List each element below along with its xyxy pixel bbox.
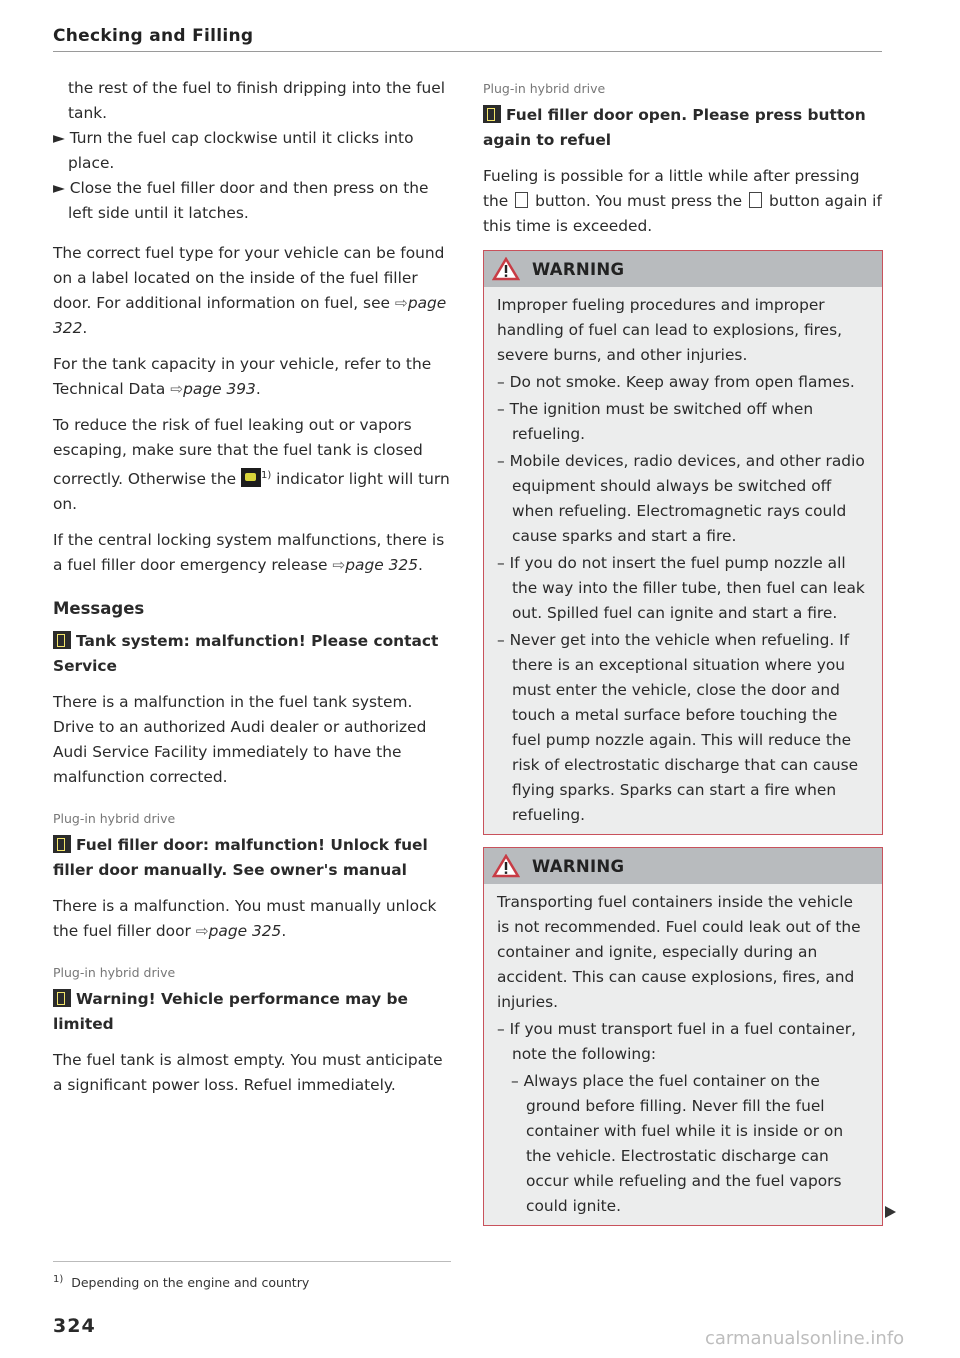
warning-title: WARNING bbox=[532, 259, 625, 279]
page-link[interactable]: ⇨page 325 bbox=[195, 922, 282, 941]
text: If the central locking system malfunctions, there is a fuel filler door emergency release bbox=[53, 531, 445, 575]
text: indicator light will turn on. bbox=[53, 470, 450, 514]
fuel-door-button-icon bbox=[515, 192, 528, 208]
header-rule bbox=[53, 51, 882, 52]
fuel-door-icon bbox=[53, 989, 71, 1007]
continue-arrow-icon bbox=[885, 1206, 896, 1218]
warning-box bbox=[483, 250, 883, 835]
drive-label: Plug-in hybrid drive bbox=[53, 965, 176, 981]
message-title: Warning! Vehicle performance may be limited bbox=[53, 990, 408, 1034]
footnote-ref: 1) bbox=[260, 470, 272, 481]
warning-triangle-icon bbox=[492, 257, 520, 281]
message-title: Fuel filler door: malfunction! Unlock fuel filler door manually. See owner's manual bbox=[53, 836, 428, 880]
bullet-item: ► Turn the fuel cap clockwise until it clicks into place. bbox=[53, 129, 414, 172]
warning-item: – The ignition must be switched off when refueling. bbox=[497, 400, 814, 443]
paragraph bbox=[53, 76, 453, 126]
watermark: carmanualsonline.info bbox=[705, 1328, 905, 1349]
text: The correct fuel type for your vehicle can be found on a label located on the inside of the fuel filler door. For additional information on fuel, see bbox=[53, 244, 445, 312]
right-column bbox=[483, 76, 883, 1238]
drive-label: Plug-in hybrid drive bbox=[53, 811, 176, 827]
text: For the tank capacity in your vehicle, refer to the Technical Data bbox=[53, 355, 432, 398]
warning-title: WARNING bbox=[532, 856, 625, 876]
warning-item: – Do not smoke. Keep away from open flames. bbox=[497, 373, 855, 391]
text: To reduce the risk of fuel leaking out or vapors escaping, make sure that the fuel tank is closed correctly. Otherwise the bbox=[53, 416, 423, 489]
warning-header bbox=[484, 251, 882, 287]
page-number: 324 bbox=[53, 1315, 96, 1337]
fuel-door-icon bbox=[53, 835, 71, 853]
paragraph: Fueling is possible for a little while after pressing the button. You must press the button again if this time is exceeded. bbox=[483, 167, 882, 235]
paragraph: The correct fuel type for your vehicle can be found on a label located on the inside of the fuel filler door. For additional information on fuel, see ⇨page 322. bbox=[53, 244, 447, 337]
paragraph: There is a malfunction in the fuel tank system. Drive to an authorized Audi dealer or authorized Audi Service Facility immediately to have the malfunction corrected. bbox=[53, 693, 427, 787]
page-link[interactable]: ⇨page 325 bbox=[332, 556, 418, 575]
paragraph: There is a malfunction. You must manually unlock the fuel filler door ⇨page 325. bbox=[53, 897, 437, 941]
warning-subitem: – Always place the fuel container on the ground before filling. Never fill the fuel container with fuel while it is inside or on the vehicle. Electrostatic discharge can occur while refueling and the fuel vapors could ignite. bbox=[511, 1072, 844, 1215]
paragraph: For the tank capacity in your vehicle, refer to the Technical Data ⇨page 393. bbox=[53, 355, 432, 398]
engine-warning-icon bbox=[241, 468, 261, 487]
warning-item: – Never get into the vehicle when refueling. If there is an exceptional situation where you must enter the vehicle, close the door and touch a metal surface before touching the fuel pump nozzle again. This will reduce the risk of electrostatic discharge that can cause flying sparks. Sparks can start a fire when refueling. bbox=[497, 631, 859, 824]
warning-body bbox=[484, 884, 882, 1225]
text: the rest of the fuel to finish dripping into the fuel tank. bbox=[68, 79, 446, 122]
footnote: $^{1)}$ Depending on the engine and country bbox=[53, 1274, 310, 1291]
warning-item: – If you do not insert the fuel pump nozzle all the way into the filler tube, then fuel can leak out. Spilled fuel can ignite and start a fire. bbox=[497, 554, 865, 622]
text: Turn the fuel cap clockwise until it clicks into place. bbox=[68, 129, 414, 172]
warning-triangle-icon bbox=[492, 854, 520, 878]
warning-body bbox=[484, 287, 882, 834]
messages-heading: Messages bbox=[53, 599, 145, 619]
bullet-item: ► Close the fuel filler door and then press on the left side until it latches. bbox=[53, 179, 429, 222]
left-column bbox=[53, 76, 453, 1109]
fuel-door-icon bbox=[53, 631, 71, 649]
page-link[interactable]: ⇨page 393 bbox=[170, 380, 256, 398]
warning-item: – If you must transport fuel in a fuel container, note the following: bbox=[497, 1020, 856, 1063]
drive-label: Plug-in hybrid drive bbox=[483, 81, 606, 96]
section-header: Checking and Filling bbox=[53, 26, 254, 46]
page-link[interactable]: ⇨page 322 bbox=[53, 294, 447, 337]
footnote-rule bbox=[53, 1261, 451, 1262]
warning-item: – Mobile devices, radio devices, and other radio equipment should always be switched off when refueling. Electromagnetic rays could cause sparks and start a fire. bbox=[497, 452, 865, 545]
warning-intro: Transporting fuel containers inside the vehicle is not recommended. Fuel could leak out of the container and ignite, especially during an accident. This can cause explosions, fires, and injuries. bbox=[497, 893, 861, 1011]
message-title: Tank system: malfunction! Please contact Service bbox=[53, 632, 439, 676]
warning-intro: Improper fueling procedures and improper handling of fuel can lead to explosions, fires, severe burns, and other injuries. bbox=[497, 296, 843, 364]
paragraph: If the central locking system malfunctions, there is a fuel filler door emergency release ⇨page 325. bbox=[53, 531, 445, 575]
paragraph: The fuel tank is almost empty. You must anticipate a significant power loss. Refuel immediately. bbox=[53, 1051, 443, 1095]
text: Close the fuel filler door and then press on the left side until it latches. bbox=[68, 179, 429, 222]
paragraph bbox=[53, 413, 453, 517]
warning-header bbox=[484, 848, 882, 884]
warning-box bbox=[483, 847, 883, 1226]
fuel-door-icon bbox=[483, 105, 501, 123]
fuel-door-button-icon bbox=[749, 192, 762, 208]
message-title: Fuel filler door open. Please press button again to refuel bbox=[483, 106, 866, 149]
